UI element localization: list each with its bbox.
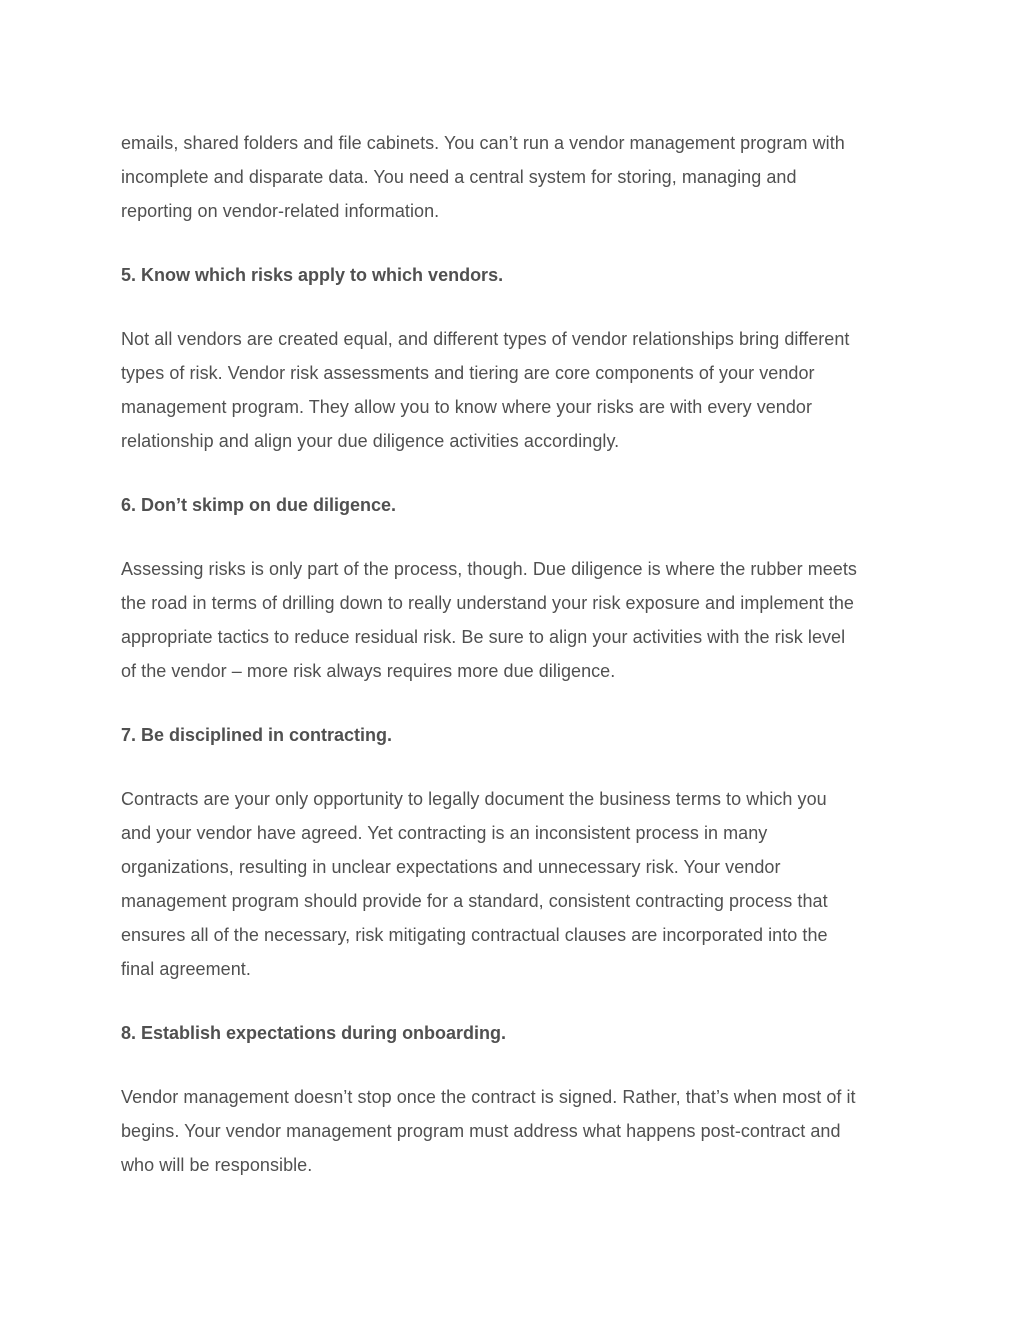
text-line: emails, shared folders and file cabinets. You can’t run a vendor management program with [121,133,845,153]
text-line: Contracts are your only opportunity to legally document the business terms to which you [121,789,827,809]
text-line: Vendor management doesn’t stop once the contract is signed. Rather, that’s when most of it [121,1087,856,1107]
text-line: organizations, resulting in unclear expectations and unnecessary risk. Your vendor [121,857,781,877]
text-line: management program. They allow you to know where your risks are with every vendor [121,397,813,417]
text-line: who will be responsible. [121,1155,313,1175]
section-heading-5: 5. Know which risks apply to which vendors. [121,265,504,285]
text-line: management program should provide for a standard, consistent contracting process that [121,891,828,911]
text-line: final agreement. [121,959,251,979]
text-line: of the vendor – more risk always requires more due diligence. [121,661,616,681]
text-line: types of risk. Vendor risk assessments and tiering are core components of your vendor [121,363,815,383]
text-line: Assessing risks is only part of the process, though. Due diligence is where the rubber meets [121,559,857,579]
section-heading-6: 6. Don’t skimp on due diligence. [121,495,397,515]
section-paragraph-8 [121,1080,911,1182]
text-line: the road in terms of drilling down to really understand your risk exposure and implement the [121,593,854,613]
text-line: Not all vendors are created equal, and different types of vendor relationships bring different [121,329,850,349]
section-paragraph-5 [121,322,911,458]
document-page [121,126,911,1182]
section-paragraph-7 [121,782,911,986]
text-line: and your vendor have agreed. Yet contracting is an inconsistent process in many [121,823,768,843]
text-line: relationship and align your due diligence activities accordingly. [121,431,620,451]
text-line: appropriate tactics to reduce residual risk. Be sure to align your activities with the risk level [121,627,846,647]
section-heading-7: 7. Be disciplined in contracting. [121,725,393,745]
text-line: ensures all of the necessary, risk mitigating contractual clauses are incorporated into the [121,925,828,945]
text-line: begins. Your vendor management program must address what happens post-contract and [121,1121,841,1141]
section-heading-8: 8. Establish expectations during onboarding. [121,1023,507,1043]
text-line: incomplete and disparate data. You need a central system for storing, managing and [121,167,797,187]
intro-paragraph [121,126,911,228]
section-paragraph-6 [121,552,911,688]
text-line: reporting on vendor-related information. [121,201,440,221]
